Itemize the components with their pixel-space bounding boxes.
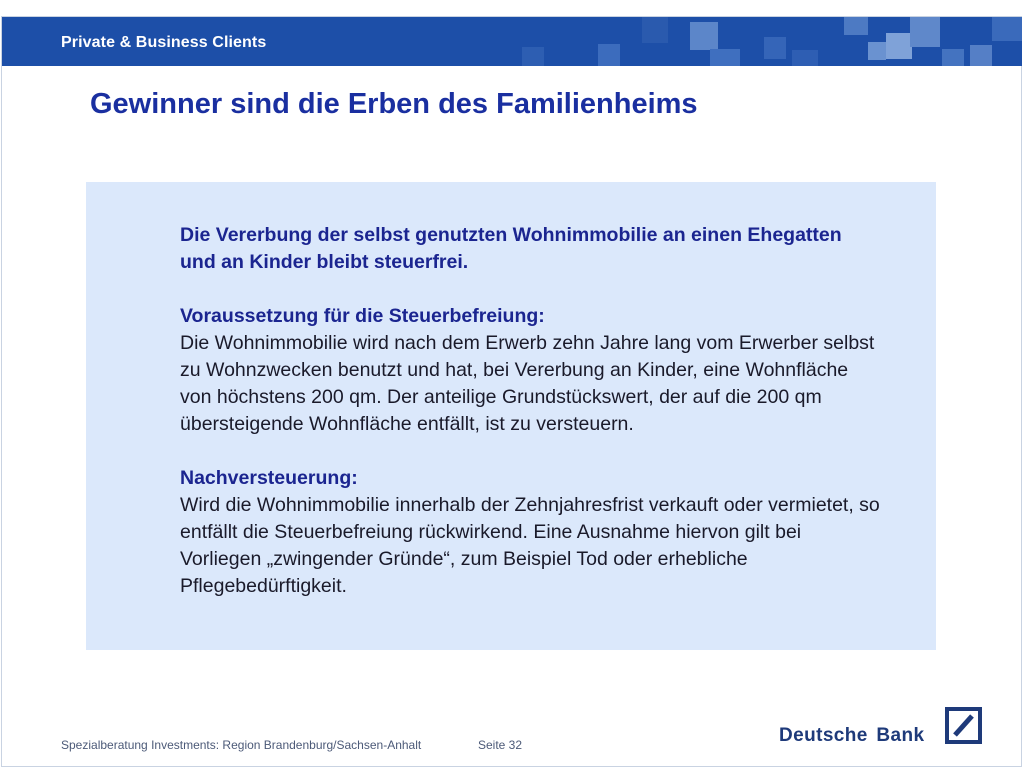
- deco-square: [764, 37, 786, 59]
- section-body-requirements: Die Wohnimmobilie wird nach dem Erwerb zehn Jahre lang vom Erwerber selbst zu Wohnzwecken benutzt und hat, bei Vererbung an Kinder, eine Wohnfläche von höchstens 200 qm. Der anteilige Grundstückswert, der auf die 200 qm übersteigende Wohnfläche entfällt, ist zu versteuern.: [180, 332, 875, 435]
- content-box: [86, 182, 936, 650]
- deco-square: [970, 45, 992, 66]
- content-text: [180, 222, 880, 600]
- deco-square: [868, 42, 886, 60]
- header-title: Private & Business Clients: [61, 34, 267, 51]
- deco-square: [522, 47, 544, 66]
- section-heading-retaxation: Nachversteuerung:: [180, 467, 358, 489]
- intro-statement: Die Vererbung der selbst genutzten Wohnimmobilie an einen Ehegatten und an Kinder bleibt steuerfrei.: [180, 224, 842, 273]
- deco-square: [844, 17, 868, 35]
- section-body-retaxation: Wird die Wohnimmobilie innerhalb der Zehnjahresfrist verkauft oder vermietet, so entfällt die Steuerbefreiung rückwirkend. Eine Ausnahme hiervon gilt bei Vorliegen „zwingender Gründe“, zum Beispiel Tod oder erhebliche Pflegebedürftigkeit.: [180, 494, 880, 597]
- page-number: Seite 32: [478, 738, 523, 752]
- slide-title: Gewinner sind die Erben des Familienheims: [90, 88, 698, 120]
- deco-square: [792, 50, 818, 66]
- deco-square: [710, 49, 740, 66]
- logo-text: Deutsche Bank: [779, 725, 925, 746]
- deutsche-bank-slash-square-icon: [945, 707, 982, 744]
- deco-square: [690, 22, 718, 50]
- deco-square: [642, 17, 668, 43]
- deco-square: [886, 33, 912, 59]
- deco-square: [942, 49, 964, 66]
- deco-square: [910, 17, 940, 47]
- section-heading-requirements: Voraussetzung für die Steuerbefreiung:: [180, 305, 545, 327]
- header-bar: [2, 17, 1022, 66]
- deco-square: [598, 44, 620, 66]
- deco-square: [992, 17, 1022, 41]
- footer-text: Spezialberatung Investments: Region Brandenburg/Sachsen-Anhalt: [61, 738, 422, 752]
